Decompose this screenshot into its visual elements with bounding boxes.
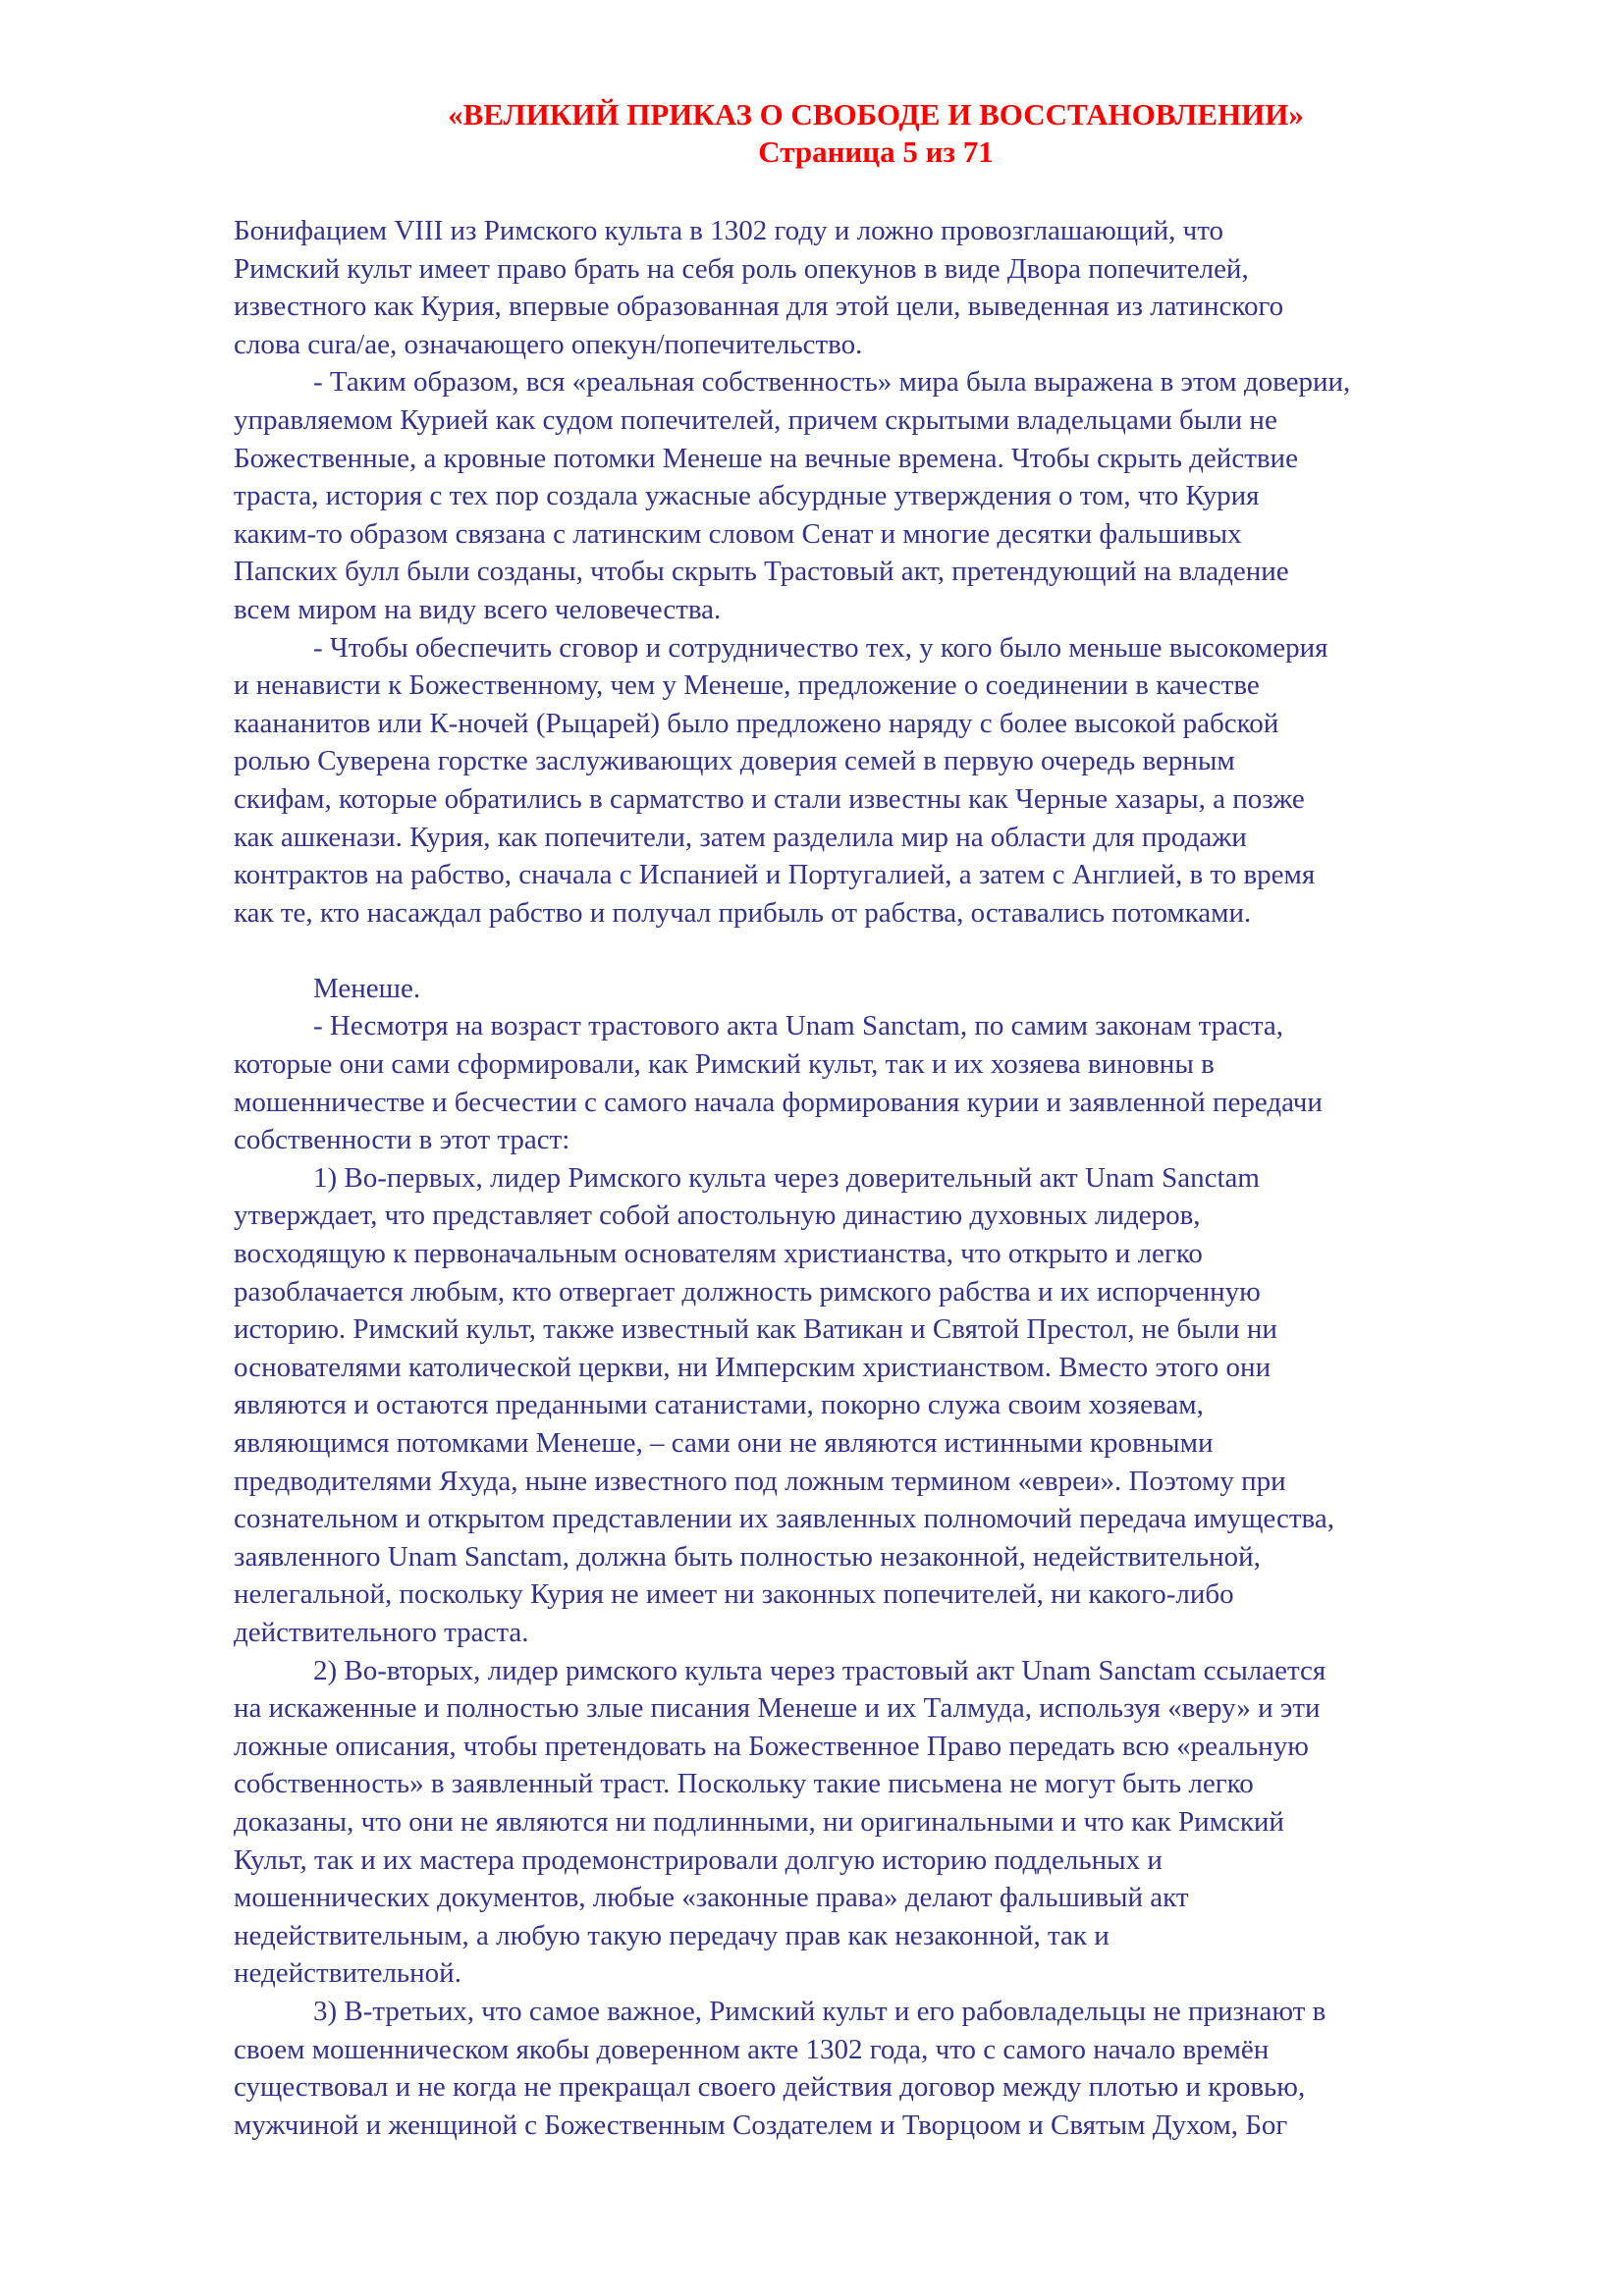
text-line: являются и остаются преданными сатанистами, покорно служа своим хозяевам, — [234, 1389, 1204, 1421]
text-line: предводителями Яхуда, ныне известного под ложным термином «евреи». Поэтому при — [234, 1465, 1286, 1497]
text-line: как те, кто насаждал рабство и получал прибыль от рабства, оставались потомками. — [234, 896, 1252, 929]
text-line: нелегальной, поскольку Курия не имеет ни законных попечителей, ни какого-либо — [234, 1578, 1234, 1611]
text-line: доказаны, что они не являются ни подлинными, ни оригинальными и что как Римский — [234, 1805, 1284, 1838]
text-line: Папских булл были созданы, чтобы скрыть Трастовый акт, претендующий на владение — [234, 556, 1289, 588]
text-line: являющимся потомками Менеше, – сами они не являются истинными кровными — [234, 1427, 1214, 1459]
text-line: 3) В-третьих, что самое важное, Римский культ и его рабовладельцы не признают в — [313, 1995, 1326, 2027]
text-line: заявленного Unam Sanctam, должна быть полностью незаконной, недействительной, — [234, 1540, 1261, 1573]
text-line: слова cura/ae, означающего опекун/попечительство. — [234, 328, 863, 360]
text-line: каананитов или К-ночей (Рыцарей) было предложено наряду с более высокой рабской — [234, 707, 1279, 739]
document-body — [234, 212, 1520, 2144]
text-line: восходящую к первоначальным основателям христианства, что открыто и легко — [234, 1238, 1203, 1270]
text-line: которые они сами сформировали, как Римский культ, так и их хозяева виновны в — [234, 1048, 1215, 1081]
text-line: недействительной. — [234, 1957, 461, 1990]
text-line: существовал и не когда не прекращал своего действия договор между плотью и кровью, — [234, 2071, 1306, 2104]
text-line: - Таким образом, вся «реальная собственность» мира была выражена в этом доверии, — [313, 366, 1351, 399]
text-line: мошеннических документов, любые «законные права» делают фальшивый акт — [234, 1882, 1189, 1914]
text-line: на искаженные и полностью злые писания Менеше и их Талмуда, используя «веру» и эти — [234, 1692, 1321, 1725]
text-line: - Чтобы обеспечить сговор и сотрудничество тех, у кого было меньше высокомерия — [313, 631, 1328, 664]
page-header — [234, 96, 1518, 171]
text-line: сознательном и открытом представлении их заявленных полномочий передача имущества, — [234, 1503, 1334, 1535]
text-line: разоблачается любым, кто отвергает должность римского рабства и их испорченную — [234, 1275, 1261, 1308]
text-line: скифам, которые обратились в сарматство и стали известны как Черные хазары, а позже — [234, 782, 1305, 815]
text-line: - Несмотря на возраст трастового акта Unam Sanctam, по самим законам траста, — [313, 1010, 1284, 1042]
text-line: известного как Курия, впервые образованная для этой цели, выведенная из латинского — [234, 291, 1284, 323]
text-line: основателями католической церкви, ни Имперским христианством. Вместо этого они — [234, 1351, 1272, 1383]
text-line: утверждает, что представляет собой апостольную династию духовных лидеров, — [234, 1200, 1201, 1232]
text-line: управляемом Курией как судом попечителей, причем скрытыми владельцами были не — [234, 403, 1277, 436]
text-line: собственности в этот траст: — [234, 1124, 570, 1156]
text-line: собственность» в заявленный траст. Поскольку такие письмена не могут быть легко — [234, 1768, 1254, 1800]
page-number-label: Страница 5 из 71 — [758, 134, 994, 169]
text-line: мошенничестве и бесчестии с самого начала формирования курии и заявленной передачи — [234, 1086, 1323, 1118]
text-line: своем мошенническом якобы доверенном акте 1302 года, что с самого начало времён — [234, 2033, 1270, 2065]
text-line: как ашкенази. Курия, как попечители, затем разделила мир на области для продажи — [234, 821, 1247, 853]
text-line: траста, история с тех пор создала ужасные абсурдные утверждения о том, что Курия — [234, 480, 1260, 512]
text-line: 2) Во-вторых, лидер римского культа через трастовый акт Unam Sanctam ссылается — [313, 1654, 1326, 1686]
text-line: каким-то образом связана с латинским словом Сенат и многие десятки фальшивых — [234, 517, 1242, 550]
text-line: 1) Во-первых, лидер Римского культа через доверительный акт Unam Sanctam — [313, 1161, 1260, 1194]
text-line: недействительным, а любую такую передачу прав как незаконной, так и — [234, 1919, 1110, 1951]
text-line: ролью Суверена горстке заслуживающих доверия семей в первую очередь верным — [234, 745, 1235, 777]
paragraph-gap — [234, 932, 1520, 970]
text-line: и ненависти к Божественному, чем у Менеше, предложение о соединении в качестве — [234, 669, 1260, 702]
text-line: Римский культ имеет право брать на себя роль опекунов в виде Двора попечителей, — [234, 252, 1249, 285]
text-line: Менеше. — [313, 972, 421, 1004]
text-line: историю. Римский культ, также известный как Ватикан и Святой Престол, не были ни — [234, 1313, 1277, 1346]
text-line: Культ, так и их мастера продемонстрировали долгую историю поддельных и — [234, 1843, 1163, 1876]
document-title: «ВЕЛИКИЙ ПРИКАЗ О СВОБОДЕ И ВОССТАНОВЛЕНИИ» — [448, 97, 1304, 132]
text-line: всем миром на виду всего человечества. — [234, 593, 722, 625]
text-line: Бонифацием VIII из Римского культа в 1302 году и ложно провозглашающий, что — [234, 215, 1224, 246]
text-line: действительного траста. — [234, 1616, 529, 1648]
text-line: ложные описания, чтобы претендовать на Божественное Право передать всю «реальную — [234, 1730, 1309, 1762]
text-line: контрактов на рабство, сначала с Испанией и Португалией, а затем с Англией, в то время — [234, 859, 1316, 891]
text-line: Божественные, а кровные потомки Менеше на вечные времена. Чтобы скрыть действие — [234, 442, 1298, 474]
text-line: мужчиной и женщиной с Божественным Создателем и Творцоом и Святым Духом, Бог — [234, 2109, 1288, 2141]
